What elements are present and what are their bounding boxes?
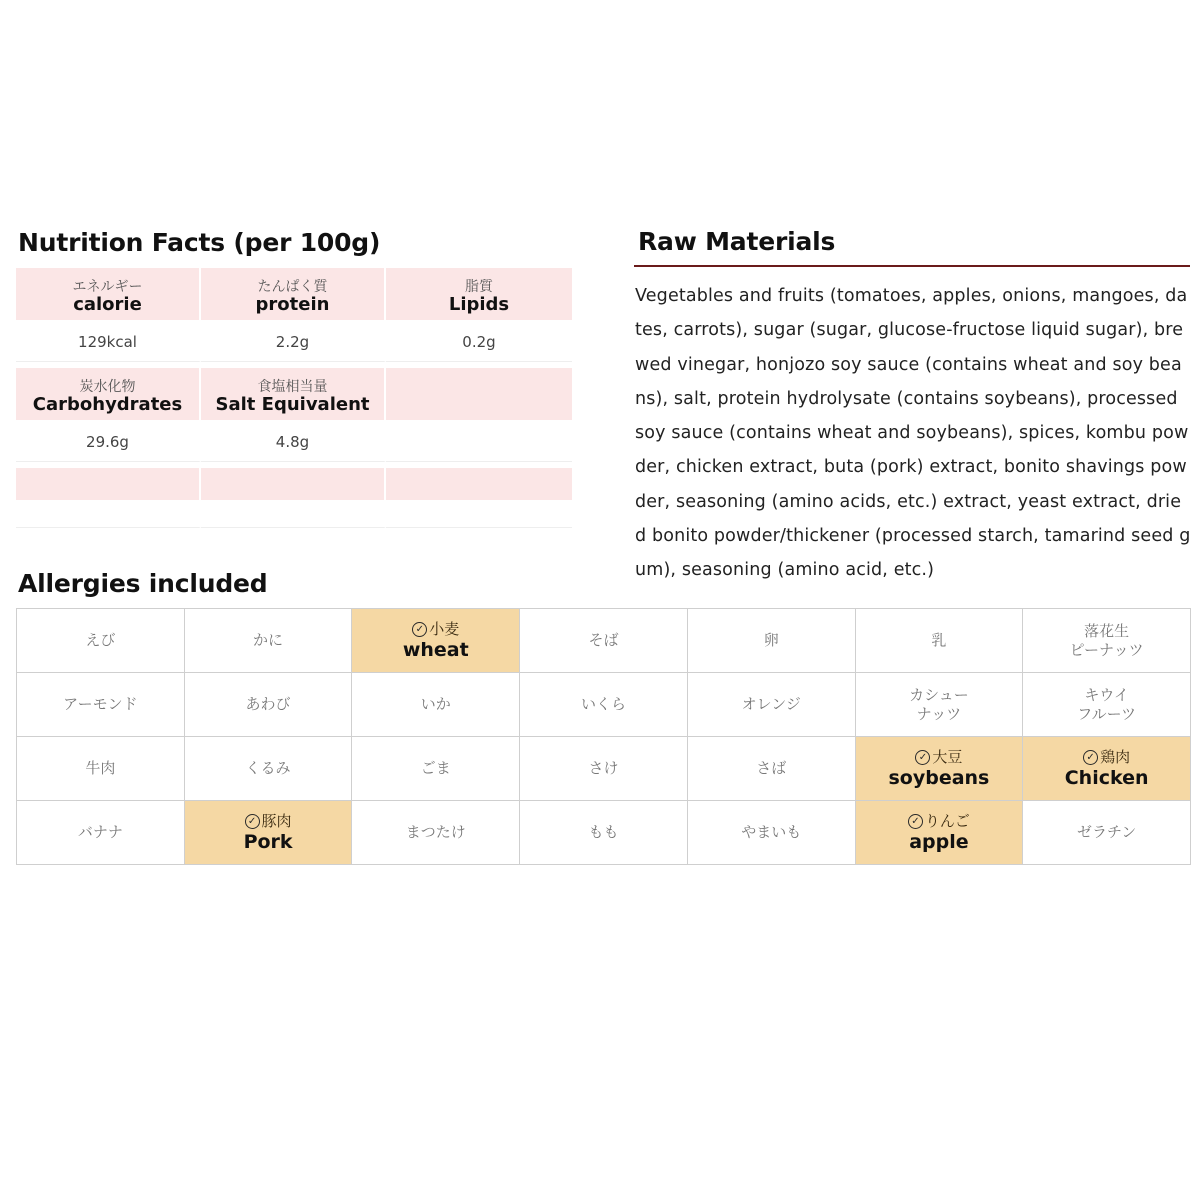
allergy-cell bbox=[352, 673, 520, 737]
nutrient-header-empty bbox=[386, 368, 572, 420]
allergy-cell bbox=[17, 801, 185, 865]
allergy-jp-label bbox=[63, 695, 138, 714]
nutrient-value: 2.2g bbox=[275, 333, 310, 351]
allergy-jp-label bbox=[406, 823, 466, 842]
allergy-jp-text: 乳 bbox=[931, 631, 947, 649]
allergy-jp-label bbox=[764, 631, 779, 650]
allergy-jp-label bbox=[581, 695, 626, 714]
nutrient-value-calorie bbox=[16, 320, 201, 362]
allergy-jp-label bbox=[85, 759, 115, 778]
allergy-jp-text: くるみ bbox=[245, 759, 291, 777]
allergy-cell bbox=[352, 609, 520, 673]
nutrient-jp-label: エネルギー bbox=[72, 279, 143, 295]
allergy-jp-text: 小麦 bbox=[429, 620, 460, 638]
allergy-en-label: Chicken bbox=[1064, 767, 1149, 789]
check-circle-icon: ✓ bbox=[1083, 750, 1098, 765]
allergy-jp-label bbox=[1077, 686, 1136, 724]
allergy-cell bbox=[17, 609, 185, 673]
allergy-jp-label bbox=[756, 759, 786, 778]
allergy-jp-text: ごま bbox=[420, 759, 451, 777]
allergy-en-label: wheat bbox=[402, 639, 469, 661]
allergy-jp-label bbox=[85, 631, 115, 650]
check-circle-icon: ✓ bbox=[245, 814, 260, 829]
allergy-jp-text: いくら bbox=[580, 695, 626, 713]
allergy-cell bbox=[520, 737, 688, 801]
allergy-jp-text: かに bbox=[253, 631, 284, 649]
allergy-cell bbox=[17, 737, 185, 801]
allergy-cell bbox=[352, 737, 520, 801]
allergy-jp-text: 大豆 bbox=[932, 748, 963, 766]
allergy-cell bbox=[17, 673, 185, 737]
allergy-jp-text: アーモンド bbox=[63, 695, 138, 713]
allergy-jp-text: あわび bbox=[245, 695, 291, 713]
allergy-jp-label bbox=[421, 759, 451, 778]
allergy-jp-label bbox=[588, 823, 618, 842]
allergy-jp-label bbox=[1070, 622, 1144, 660]
nutrition-facts-title: Nutrition Facts (per 100g) bbox=[18, 228, 381, 257]
nutrient-empty-cell bbox=[201, 500, 386, 528]
allergy-jp-text: バナナ bbox=[77, 823, 123, 841]
nutrient-empty-cell bbox=[201, 468, 386, 500]
allergy-jp-text: まつたけ bbox=[405, 823, 466, 841]
nutrient-value-empty bbox=[386, 420, 572, 462]
allergy-jp-label bbox=[412, 620, 459, 639]
nutrient-jp-label: たんぱく質 bbox=[257, 279, 328, 295]
nutrient-value-lipids bbox=[386, 320, 572, 362]
nutrient-en-label: Salt Equivalent bbox=[215, 394, 370, 415]
allergy-jp-text: さけ bbox=[588, 759, 619, 777]
raw-materials-title: Raw Materials bbox=[638, 227, 836, 256]
allergy-jp-label bbox=[421, 695, 451, 714]
allergy-jp-text: 豚肉 bbox=[261, 812, 292, 830]
allergy-jp-label bbox=[1083, 748, 1130, 767]
allergy-jp-label bbox=[78, 823, 123, 842]
allergy-cell bbox=[520, 801, 688, 865]
nutrient-value: 4.8g bbox=[275, 433, 310, 451]
allergy-cell bbox=[185, 801, 353, 865]
nutrient-en-label: calorie bbox=[73, 294, 142, 315]
allergy-jp-label bbox=[246, 695, 291, 714]
nutrient-header-calorie bbox=[16, 268, 201, 320]
allergy-cell bbox=[856, 801, 1024, 865]
allergy-cell bbox=[1023, 609, 1191, 673]
allergy-en-label: soybeans bbox=[888, 767, 990, 789]
allergy-jp-label bbox=[908, 812, 970, 831]
allergy-cell bbox=[688, 801, 856, 865]
nutrient-value-protein bbox=[201, 320, 386, 362]
nutrient-value-carbohydrates bbox=[16, 420, 201, 462]
allergy-jp-label bbox=[931, 631, 946, 650]
allergy-table bbox=[16, 608, 1191, 865]
allergy-cell bbox=[1023, 737, 1191, 801]
allergies-title: Allergies included bbox=[18, 569, 268, 598]
allergy-jp-text: 牛肉 bbox=[85, 759, 116, 777]
check-circle-icon: ✓ bbox=[915, 750, 930, 765]
allergy-jp-label bbox=[253, 631, 283, 650]
allergy-cell bbox=[520, 673, 688, 737]
nutrient-header-salt bbox=[201, 368, 386, 420]
allergy-jp-label bbox=[915, 748, 962, 767]
nutrient-jp-label: 炭水化物 bbox=[79, 379, 136, 395]
allergy-cell bbox=[1023, 673, 1191, 737]
nutrient-value-salt bbox=[201, 420, 386, 462]
allergy-jp-text: オレンジ bbox=[741, 695, 801, 713]
nutrient-header-protein bbox=[201, 268, 386, 320]
allergy-jp-text: えび bbox=[85, 631, 116, 649]
allergy-cell bbox=[352, 801, 520, 865]
allergy-jp-text: そば bbox=[588, 631, 619, 649]
nutrient-jp-label: 脂質 bbox=[465, 279, 493, 295]
allergy-cell bbox=[185, 609, 353, 673]
nutrient-value: 0.2g bbox=[462, 333, 496, 351]
allergy-cell bbox=[688, 673, 856, 737]
allergy-jp-text: もも bbox=[588, 823, 619, 841]
nutrient-empty-cell bbox=[386, 468, 572, 500]
allergy-jp-label bbox=[246, 759, 291, 778]
allergy-jp-text: 落花生 ピーナッツ bbox=[1069, 621, 1144, 659]
allergy-jp-label bbox=[588, 759, 618, 778]
allergy-jp-text: やまいも bbox=[741, 823, 802, 841]
nutrient-en-label: Carbohydrates bbox=[32, 394, 183, 415]
nutrient-value: 29.6g bbox=[86, 433, 129, 451]
allergy-en-label: Pork bbox=[243, 831, 293, 853]
nutrient-jp-label: 食塩相当量 bbox=[257, 379, 328, 395]
allergy-jp-label bbox=[588, 631, 618, 650]
check-circle-icon: ✓ bbox=[412, 622, 427, 637]
allergy-jp-label bbox=[245, 812, 292, 831]
nutrient-header-lipids bbox=[386, 268, 572, 320]
allergy-cell bbox=[856, 737, 1024, 801]
nutrient-header-carbohydrates bbox=[16, 368, 201, 420]
nutrient-empty-cell bbox=[16, 500, 201, 528]
allergy-jp-text: キウイ フルーツ bbox=[1077, 685, 1137, 723]
allergy-jp-text: さば bbox=[756, 759, 787, 777]
allergy-cell bbox=[688, 737, 856, 801]
allergy-jp-label bbox=[741, 823, 801, 842]
allergy-cell bbox=[1023, 801, 1191, 865]
nutrient-en-label: Lipids bbox=[448, 294, 510, 315]
allergy-cell bbox=[185, 673, 353, 737]
allergy-jp-label bbox=[742, 695, 801, 714]
nutrition-table bbox=[16, 268, 572, 528]
allergy-jp-text: カシュー ナッツ bbox=[909, 685, 969, 723]
raw-materials-divider bbox=[634, 265, 1190, 267]
check-circle-icon: ✓ bbox=[908, 814, 923, 829]
allergy-jp-text: 鶏肉 bbox=[1100, 748, 1131, 766]
raw-materials-text: Vegetables and fruits (tomatoes, apples, onions, mangoes, dates, carrots), sugar (sugar, glucose-fructose liquid sugar), brewed vinegar, honjozo soy sauce (contains wheat and soy beans), salt, protein hydrolysate (contains soybeans), processed soy sauce (contains wheat and soybeans), spices, kombu powder, chicken extract, buta (pork) extract, bonito shavings powder, seasoning (amino acids, etc.) extract, yeast extract, dried bonito powder/thickener (processed starch, tamarind seed gum), seasoning (amino acid, etc.) bbox=[635, 286, 1191, 581]
allergy-cell bbox=[185, 737, 353, 801]
allergy-cell bbox=[688, 609, 856, 673]
allergy-en-label: apple bbox=[909, 831, 969, 853]
allergy-cell bbox=[856, 673, 1024, 737]
allergy-jp-label bbox=[909, 686, 969, 724]
nutrient-en-label: protein bbox=[255, 294, 330, 315]
nutrient-value: 129kcal bbox=[78, 333, 137, 351]
nutrient-empty-cell bbox=[386, 500, 572, 528]
allergy-jp-label bbox=[1077, 823, 1136, 842]
allergy-cell bbox=[856, 609, 1024, 673]
nutrient-empty-cell bbox=[16, 468, 201, 500]
allergy-jp-text: いか bbox=[420, 695, 451, 713]
allergy-jp-text: ゼラチン bbox=[1077, 823, 1137, 841]
allergy-cell bbox=[520, 609, 688, 673]
allergy-jp-text: りんご bbox=[924, 812, 970, 830]
allergy-jp-text: 卵 bbox=[763, 631, 779, 649]
